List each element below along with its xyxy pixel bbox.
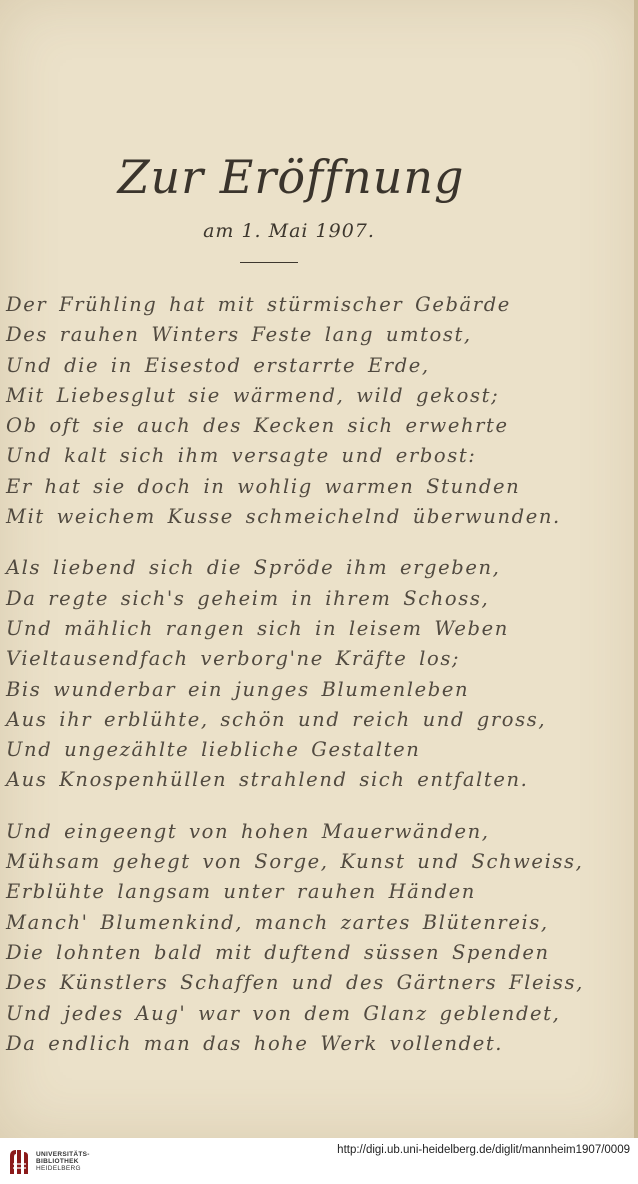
stanza-3 <box>6 817 626 1059</box>
title-divider <box>240 262 298 263</box>
poem-line: Mühsam gehegt von Sorge, Kunst und Schweiss, <box>6 850 584 874</box>
poem-line: Und kalt sich ihm versagte und erbost: <box>6 444 477 468</box>
poem-line: Des rauhen Winters Feste lang umtost, <box>6 323 472 347</box>
poem-line: Mit weichem Kusse schmeichelnd überwunden. <box>6 505 561 529</box>
stanza-2 <box>6 553 626 795</box>
poem-body <box>6 290 626 1080</box>
poem-line: Er hat sie doch in wohlig warmen Stunden <box>6 474 521 498</box>
poem-line: Als liebend sich die Spröde ihm ergeben, <box>6 556 501 580</box>
poem-line: Bis wunderbar ein junges Blumenleben <box>6 677 470 701</box>
poem-line: Aus Knospenhüllen strahlend sich entfalten. <box>6 768 529 792</box>
poem-line: Und mählich rangen sich in leisem Weben <box>6 616 509 640</box>
poem-line: Da regte sich's geheim in ihrem Schoss, <box>6 586 490 610</box>
page-edge <box>634 0 638 1138</box>
poem-line: Und eingeengt von hohen Mauerwänden, <box>6 819 490 843</box>
poem-line: Die lohnten bald mit duftend süssen Spenden <box>6 940 550 964</box>
poem-line: Und die in Eisestod erstarrte Erde, <box>6 353 430 377</box>
poem-line: Da endlich man das hohe Werk vollendet. <box>6 1031 504 1055</box>
poem-line: Und jedes Aug' war von dem Glanz geblendet, <box>6 1001 561 1025</box>
poem-line: Erblühte langsam unter rauhen Händen <box>6 880 476 904</box>
library-name-line: UNIVERSITÄTS- <box>36 1151 90 1158</box>
poem-date: am 1. Mai 1907. <box>203 220 375 242</box>
poem-line: Aus ihr erblühte, schön und reich und gross, <box>6 707 547 731</box>
library-name-line: BIBLIOTHEK <box>36 1158 79 1165</box>
poem-line: Des Künstlers Schaffen und des Gärtners Fleiss, <box>6 971 584 995</box>
poem-line: Und ungezählte liebliche Gestalten <box>6 738 421 762</box>
poem-line: Vieltausendfach verborg'ne Kräfte los; <box>6 647 461 671</box>
stanza-1 <box>6 290 626 532</box>
library-name[interactable] <box>36 1151 90 1172</box>
ub-heidelberg-logo-icon[interactable] <box>8 1146 30 1176</box>
poem-line: Der Frühling hat mit stürmischer Gebärde <box>6 293 511 316</box>
poem-line: Manch' Blumenkind, manch zartes Blütenreis, <box>6 910 549 934</box>
library-name-line: HEIDELBERG <box>36 1165 81 1172</box>
permalink-url[interactable]: http://digi.ub.uni-heidelberg.de/diglit/mannheim1907/0009 <box>337 1144 630 1156</box>
poem-line: Mit Liebesglut sie wärmend, wild gekost; <box>6 383 500 407</box>
poem-title: Zur Eröffnung <box>117 150 465 204</box>
poem-line: Ob oft sie auch des Kecken sich erwehrte <box>6 414 509 438</box>
